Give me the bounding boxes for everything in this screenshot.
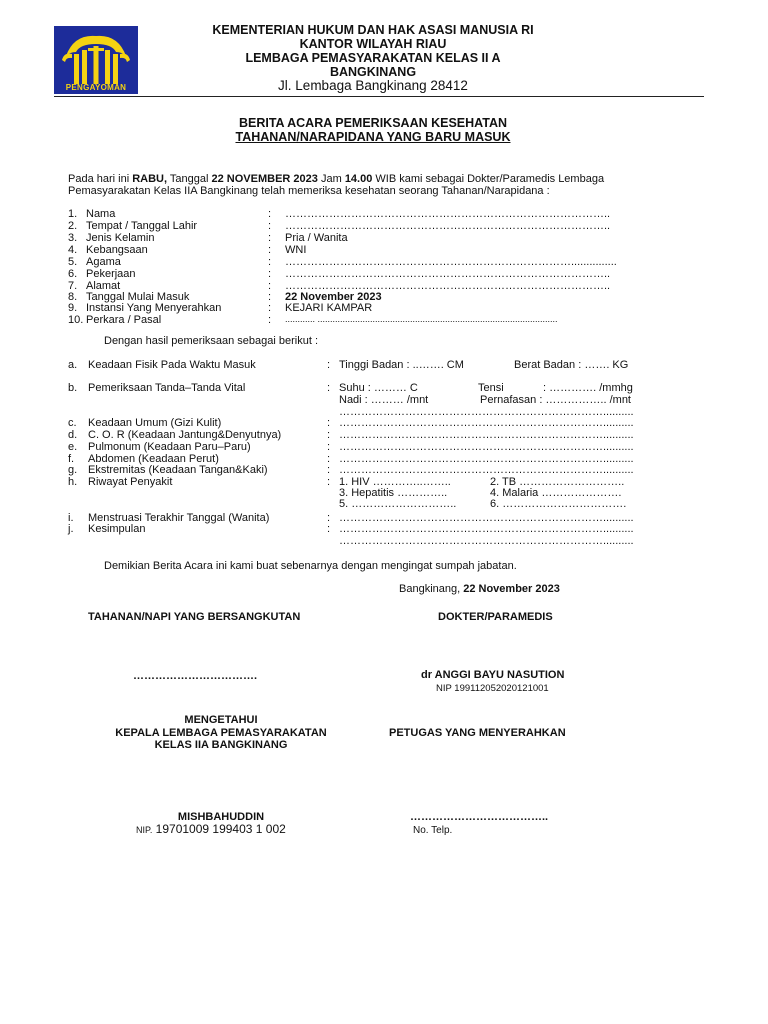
officer-title: PETUGAS YANG MENYERAHKAN: [389, 727, 566, 739]
signature-prisoner-title: TAHANAN/NAPI YANG BERSANGKUTAN: [88, 611, 301, 623]
exam-colon: :: [327, 359, 331, 371]
header-address: Jl. Lembaga Bangkinang 28412: [278, 78, 468, 93]
doctor-name: dr ANGGI BAYU NASUTION: [421, 669, 565, 681]
identity-colon: :: [268, 244, 272, 256]
blood-pressure-label: Tensi: [478, 382, 504, 394]
exam-label-vitals: Pemeriksaan Tanda–Tanda Vital: [88, 382, 246, 394]
identity-colon: :: [268, 220, 272, 232]
exam-label-physical: Keadaan Fisik Pada Waktu Masuk: [88, 359, 256, 371]
exam-value: ………………………………………………………………..........: [339, 464, 634, 476]
header-institution: LEMBAGA PEMASYARAKATAN KELAS II A: [245, 51, 501, 65]
exam-colon: :: [327, 464, 331, 476]
identity-colon: :: [268, 314, 272, 326]
exam-colon: :: [327, 417, 331, 429]
respiration-field: Pernafasan : …………….. /mnt: [480, 394, 631, 406]
identity-no: 1.: [68, 208, 78, 220]
identity-no: 2.: [68, 220, 78, 232]
identity-label: Instansi Yang Menyerahkan: [86, 302, 222, 314]
exam-colon: :: [327, 476, 331, 488]
exam-colon: :: [327, 382, 331, 394]
exam-letter: b.: [68, 382, 78, 394]
logo-text: PENGAYOMAN: [65, 83, 127, 92]
weight-field: Berat Badan : ……. KG: [514, 359, 629, 371]
identity-colon: :: [268, 280, 272, 292]
history-malaria: 4. Malaria ………………….: [490, 487, 622, 499]
exam-letter: j.: [68, 523, 74, 535]
identity-no: 6.: [68, 268, 78, 280]
identity-colon: :: [268, 291, 272, 303]
exam-colon: :: [327, 453, 331, 465]
vitals-notes-line: ………………………………………………………………..........: [339, 406, 634, 418]
doc-subtitle: TAHANAN/NARAPIDANA YANG BARU MASUK: [235, 130, 511, 144]
officer-phone-label: No. Telp.: [413, 825, 453, 836]
exam-letter: i.: [68, 512, 74, 524]
header-ministry: KEMENTERIAN HUKUM DAN HAK ASASI MANUSIA RI: [212, 23, 534, 37]
history-tb: 2. TB ………………………..: [490, 476, 625, 488]
identity-colon: :: [268, 208, 272, 220]
exam-colon: :: [327, 512, 331, 524]
identity-value-nationality: WNI: [285, 244, 307, 256]
officer-signature-line: ………………………………..: [410, 811, 549, 823]
height-field: Tinggi Badan : ..……. CM: [339, 359, 464, 371]
identity-label: Jenis Kelamin: [86, 232, 155, 244]
identity-label: Nama: [86, 208, 116, 220]
exam-letter: c.: [68, 417, 77, 429]
exam-label-menstruation: Menstruasi Terakhir Tanggal (Wanita): [88, 512, 270, 524]
history-other-5: 5. ………………………..: [339, 498, 457, 510]
blood-pressure-field: : …………. /mmhg: [543, 382, 633, 394]
identity-value-birth: ……………………………………………………………………………..: [285, 220, 611, 232]
identity-no: 3.: [68, 232, 78, 244]
exam-label-abdomen: Abdomen (Keadaan Perut): [88, 453, 219, 465]
place-date: Bangkinang, 22 November 2023: [399, 583, 560, 595]
identity-value-agency: KEJARI KAMPAR: [285, 302, 373, 314]
identity-value-gender: Pria / Wanita: [285, 232, 348, 244]
exam-colon: :: [327, 429, 331, 441]
pengayoman-logo: [54, 26, 138, 94]
identity-value-religion: ……………………………………………………………………...............: [285, 256, 617, 268]
head-title-line-1: KEPALA LEMBAGA PEMASYARAKATAN: [115, 727, 327, 739]
intro-line-2: Pemasyarakatan Kelas IIA Bangkinang telah memeriksa kesehatan seorang Tahanan/Narapidana :: [68, 185, 550, 197]
identity-no: 7.: [68, 280, 78, 292]
exam-intro: Dengan hasil pemeriksaan sebagai berikut :: [104, 335, 319, 347]
exam-letter: e.: [68, 441, 78, 453]
doc-title: BERITA ACARA PEMERIKSAAN KESEHATAN: [238, 116, 508, 130]
closing-statement: Demikian Berita Acara ini kami buat sebenarnya dengan mengingat sumpah jabatan.: [104, 560, 517, 572]
identity-label: Kebangsaan: [86, 244, 148, 256]
exam-letter: a.: [68, 359, 78, 371]
identity-value-case: ............ ................................................................................................: [285, 314, 558, 324]
identity-label: Tanggal Mulai Masuk: [86, 291, 190, 303]
acknowledged-label: MENGETAHUI: [184, 714, 258, 726]
header-office: KANTOR WILAYAH RIAU: [299, 37, 447, 51]
exam-letter: f.: [68, 453, 75, 465]
exam-label-conclusion: Kesimpulan: [88, 523, 146, 535]
exam-label-general: Keadaan Umum (Gizi Kulit): [88, 417, 222, 429]
identity-no: 10.: [68, 314, 84, 326]
exam-label-cor: C. O. R (Keadaan Jantung&Denyutnya): [88, 429, 282, 441]
identity-label: Perkara / Pasal: [86, 314, 162, 326]
exam-value: ………………………………………………………………..........: [339, 417, 634, 429]
exam-value: ………………………………………………………………..........: [339, 512, 634, 524]
signature-prisoner-line: …………………………….: [133, 670, 258, 682]
exam-value: ………………………………………………………………..........: [339, 523, 634, 535]
exam-value: ………………………………………………………………..........: [339, 429, 634, 441]
history-hiv: 1. HIV …………..……..: [339, 476, 451, 488]
head-title-line-2: KELAS IIA BANGKINANG: [154, 739, 288, 751]
head-name: MISHBAHUDDIN: [177, 811, 265, 823]
doctor-nip: NIP 199112052020121001: [436, 683, 549, 694]
exam-label-history: Riwayat Penyakit: [88, 476, 173, 488]
exam-letter: h.: [68, 476, 78, 488]
exam-label-extremities: Ekstremitas (Keadaan Tangan&Kaki): [88, 464, 268, 476]
identity-value-name: ……………………………………………………………………………..: [285, 208, 611, 220]
identity-value-address: ……………………………………………………………………………..: [285, 280, 611, 292]
exam-colon: :: [327, 523, 331, 535]
history-hepatitis: 3. Hepatitis …………..: [339, 487, 448, 499]
identity-label: Pekerjaan: [86, 268, 136, 280]
identity-value-occupation: ……………………………………………………………………………..: [285, 268, 611, 280]
exam-value: ………………………………………………………………..........: [339, 441, 634, 453]
identity-colon: :: [268, 268, 272, 280]
identity-no: 9.: [68, 302, 78, 314]
conclusion-extra-line: ………………………………………………………………..........: [339, 535, 634, 547]
identity-no: 4.: [68, 244, 78, 256]
exam-colon: :: [327, 441, 331, 453]
temperature-field: Suhu : ……… C: [339, 382, 418, 394]
identity-no: 5.: [68, 256, 78, 268]
intro-line-1: Pada hari ini RABU, Tanggal 22 NOVEMBER 2023 Jam 14.00 WIB kami sebagai Dokter/Paramedis Lembaga: [68, 173, 605, 185]
exam-letter: d.: [68, 429, 78, 441]
header-city: BANGKINANG: [329, 65, 417, 79]
identity-colon: :: [268, 256, 272, 268]
identity-colon: :: [268, 232, 272, 244]
identity-colon: :: [268, 302, 272, 314]
identity-label: Tempat / Tanggal Lahir: [86, 220, 198, 232]
exam-letter: g.: [68, 464, 78, 476]
exam-value: ………………………………………………………………..........: [339, 453, 634, 465]
history-other-6: 6. …………………………….: [490, 498, 627, 510]
identity-no: 8.: [68, 291, 78, 303]
signature-doctor-title: DOKTER/PARAMEDIS: [438, 611, 553, 623]
pulse-field: Nadi : ……… /mnt: [339, 394, 429, 406]
head-nip: NIP. 19701009 199403 1 002: [136, 822, 286, 836]
header-divider: [54, 96, 704, 97]
identity-value-entry-date: 22 November 2023: [285, 291, 382, 303]
identity-label: Agama: [86, 256, 121, 268]
identity-label: Alamat: [86, 280, 121, 292]
exam-label-pulmonum: Pulmonum (Keadaan Paru–Paru): [88, 441, 251, 453]
